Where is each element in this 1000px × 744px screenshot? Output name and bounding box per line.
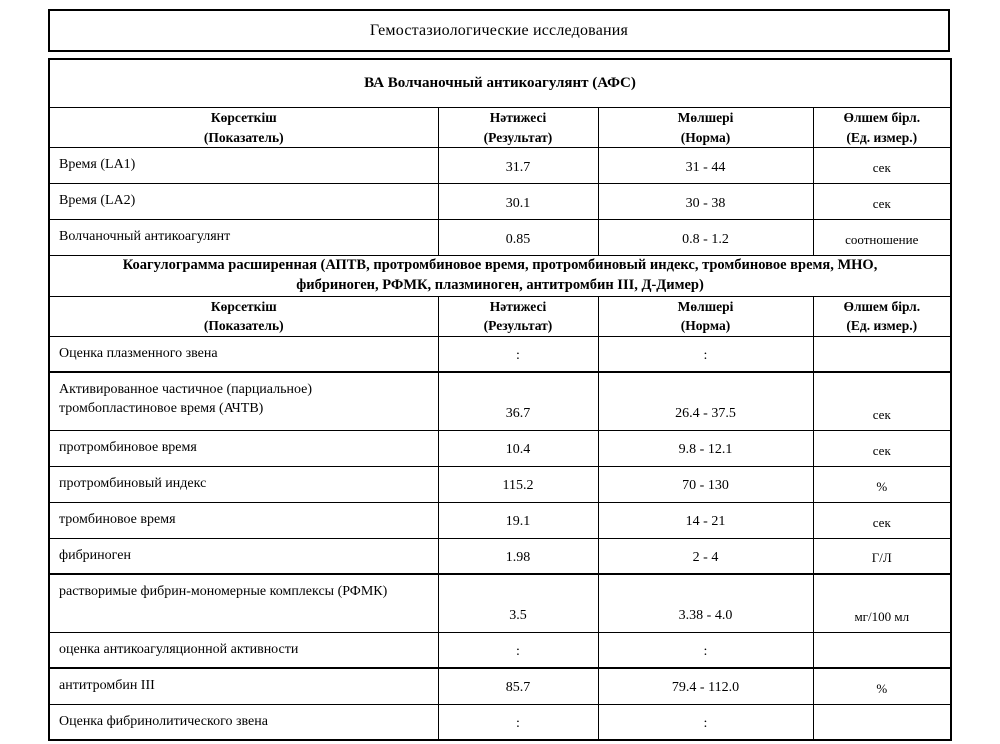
row-norm-value: : bbox=[703, 715, 708, 731]
row-parameter: Активированное частичное (парциальное) тромбопластиновое время (АЧТВ) bbox=[49, 372, 438, 430]
column-header-parameter-kz: Көрсеткіш bbox=[210, 298, 277, 314]
row-result bbox=[438, 372, 598, 430]
row-norm bbox=[598, 430, 813, 466]
row-result bbox=[438, 430, 598, 466]
row-norm bbox=[598, 538, 813, 574]
row-norm-value: 30 - 38 bbox=[685, 196, 726, 212]
column-header-result-ru: (Результат) bbox=[483, 318, 553, 334]
section-header-row bbox=[49, 59, 951, 108]
row-unit bbox=[813, 668, 951, 704]
row-unit-value: сек bbox=[872, 514, 891, 530]
row-unit bbox=[813, 372, 951, 430]
row-unit-value: сек bbox=[872, 442, 891, 458]
row-norm bbox=[598, 668, 813, 704]
column-header-parameter-ru: (Показатель) bbox=[203, 318, 284, 334]
row-unit-value: Г/Л bbox=[871, 550, 892, 566]
table-row bbox=[49, 430, 951, 466]
row-parameter: оценка антикоагуляционной активности bbox=[49, 632, 438, 668]
row-result-value: 1.98 bbox=[505, 549, 531, 565]
row-norm-value: 79.4 - 112.0 bbox=[671, 680, 740, 696]
row-result-value: 85.7 bbox=[505, 680, 531, 696]
table-row bbox=[49, 704, 951, 740]
row-parameter: Волчаночный антикоагулянт bbox=[49, 220, 438, 256]
row-norm-value: 70 - 130 bbox=[682, 478, 729, 494]
row-norm bbox=[598, 502, 813, 538]
row-norm bbox=[598, 184, 813, 220]
row-norm bbox=[598, 220, 813, 256]
report-title-box bbox=[48, 9, 950, 52]
section-title-line-2: фибриноген, РФМК, плазминоген, антитромбин III, Д-Димер) bbox=[296, 276, 704, 293]
row-norm-value: 2 - 4 bbox=[692, 549, 719, 565]
row-norm-value: : bbox=[703, 347, 708, 363]
column-header-row bbox=[49, 108, 951, 148]
column-header-parameter-kz: Көрсеткіш bbox=[210, 110, 277, 126]
column-header-norm-ru: (Норма) bbox=[680, 129, 731, 145]
column-header-result bbox=[438, 108, 598, 148]
row-norm bbox=[598, 148, 813, 184]
table-row bbox=[49, 220, 951, 256]
section-title-lupus bbox=[49, 59, 951, 108]
row-result-value: 10.4 bbox=[505, 442, 531, 458]
row-norm-value: 3.38 - 4.0 bbox=[678, 608, 733, 624]
row-unit-value: сек bbox=[872, 406, 891, 422]
row-result bbox=[438, 184, 598, 220]
row-norm-value: 14 - 21 bbox=[685, 514, 726, 530]
row-norm-value: 26.4 - 37.5 bbox=[675, 406, 736, 422]
row-unit-value: % bbox=[876, 680, 888, 696]
row-parameter: антитромбин III bbox=[49, 668, 438, 704]
section-title-coagulogram bbox=[49, 256, 951, 296]
table-row bbox=[49, 574, 951, 632]
row-result bbox=[438, 632, 598, 668]
row-result-value: : bbox=[516, 643, 520, 659]
row-unit-value: соотношение bbox=[845, 232, 919, 248]
column-header-unit-kz: Өлшем бірл. bbox=[843, 110, 921, 126]
column-header-parameter-ru: (Показатель) bbox=[203, 129, 284, 145]
row-parameter: растворимые фибрин-мономерные комплексы (РФМК) bbox=[49, 574, 438, 632]
row-result bbox=[438, 538, 598, 574]
row-unit bbox=[813, 430, 951, 466]
row-unit bbox=[813, 704, 951, 740]
row-result bbox=[438, 574, 598, 632]
row-parameter: Оценка фибринолитического звена bbox=[49, 704, 438, 740]
row-parameter: тромбиновое время bbox=[49, 502, 438, 538]
results-table-container bbox=[48, 58, 950, 741]
lab-results-table bbox=[48, 58, 952, 741]
row-unit bbox=[813, 336, 951, 372]
row-unit-value: мг/100 мл bbox=[854, 608, 910, 624]
section-title-line-1: Коагулограмма расширенная (АПТВ, протромбиновое время, протромбиновый индекс, тромбиновое время, МНО, bbox=[122, 257, 878, 274]
row-parameter: протромбиновый индекс bbox=[49, 466, 438, 502]
table-row bbox=[49, 466, 951, 502]
column-header-result-kz: Нәтижесі bbox=[489, 298, 547, 314]
row-result-value: : bbox=[516, 715, 520, 731]
table-row bbox=[49, 632, 951, 668]
table-row bbox=[49, 502, 951, 538]
row-parameter: Время (LA2) bbox=[49, 184, 438, 220]
column-header-parameter bbox=[49, 296, 438, 336]
row-norm-value: : bbox=[703, 643, 708, 659]
column-header-parameter bbox=[49, 108, 438, 148]
row-result-value: 36.7 bbox=[505, 406, 531, 422]
table-row bbox=[49, 372, 951, 430]
row-parameter: Время (LA1) bbox=[49, 148, 438, 184]
row-unit bbox=[813, 466, 951, 502]
row-unit bbox=[813, 148, 951, 184]
table-row bbox=[49, 184, 951, 220]
row-norm bbox=[598, 574, 813, 632]
row-parameter: Оценка плазменного звена bbox=[49, 336, 438, 372]
column-header-norm-kz: Мөлшері bbox=[677, 110, 734, 126]
column-header-norm-ru: (Норма) bbox=[680, 318, 731, 334]
row-result bbox=[438, 336, 598, 372]
table-row bbox=[49, 668, 951, 704]
row-norm bbox=[598, 336, 813, 372]
column-header-result-kz: Нәтижесі bbox=[489, 110, 547, 126]
row-norm bbox=[598, 704, 813, 740]
row-parameter: фибриноген bbox=[49, 538, 438, 574]
column-header-norm-kz: Мөлшері bbox=[677, 298, 734, 314]
row-unit-value: сек bbox=[872, 196, 891, 212]
row-result bbox=[438, 466, 598, 502]
row-unit-value: сек bbox=[872, 160, 891, 176]
row-result bbox=[438, 704, 598, 740]
row-parameter: протромбиновое время bbox=[49, 430, 438, 466]
row-norm-value: 0.8 - 1.2 bbox=[682, 232, 729, 248]
section-title-line-1: ВА Волчаночный антикоагулянт (АФС) bbox=[364, 75, 636, 91]
row-result bbox=[438, 148, 598, 184]
row-result-value: : bbox=[516, 347, 520, 363]
table-row bbox=[49, 148, 951, 184]
row-norm bbox=[598, 372, 813, 430]
column-header-result-ru: (Результат) bbox=[483, 129, 553, 145]
row-result bbox=[438, 502, 598, 538]
row-result-value: 3.5 bbox=[509, 608, 527, 624]
table-row bbox=[49, 538, 951, 574]
column-header-unit-ru: (Ед. измер.) bbox=[846, 129, 918, 145]
column-header-unit-kz: Өлшем бірл. bbox=[843, 298, 921, 314]
column-header-unit bbox=[813, 296, 951, 336]
row-unit bbox=[813, 632, 951, 668]
row-result-value: 30.1 bbox=[505, 196, 531, 212]
column-header-result bbox=[438, 296, 598, 336]
row-unit bbox=[813, 502, 951, 538]
row-norm-value: 9.8 - 12.1 bbox=[678, 442, 733, 458]
row-unit-value: % bbox=[876, 478, 888, 494]
row-unit bbox=[813, 538, 951, 574]
column-header-norm bbox=[598, 108, 813, 148]
row-result-value: 0.85 bbox=[505, 232, 531, 248]
column-header-row bbox=[49, 296, 951, 336]
row-result-value: 115.2 bbox=[502, 478, 534, 494]
row-norm bbox=[598, 632, 813, 668]
row-result bbox=[438, 668, 598, 704]
row-result-value: 31.7 bbox=[505, 160, 531, 176]
table-row bbox=[49, 336, 951, 372]
row-result-value: 19.1 bbox=[505, 514, 531, 530]
column-header-unit-ru: (Ед. измер.) bbox=[846, 318, 918, 334]
row-norm-value: 31 - 44 bbox=[685, 160, 726, 176]
row-unit bbox=[813, 184, 951, 220]
column-header-norm bbox=[598, 296, 813, 336]
row-unit bbox=[813, 574, 951, 632]
section-header-row bbox=[49, 256, 951, 296]
row-unit bbox=[813, 220, 951, 256]
row-result bbox=[438, 220, 598, 256]
row-norm bbox=[598, 466, 813, 502]
page-title: Гемостазиологические исследования bbox=[369, 21, 629, 39]
column-header-unit bbox=[813, 108, 951, 148]
